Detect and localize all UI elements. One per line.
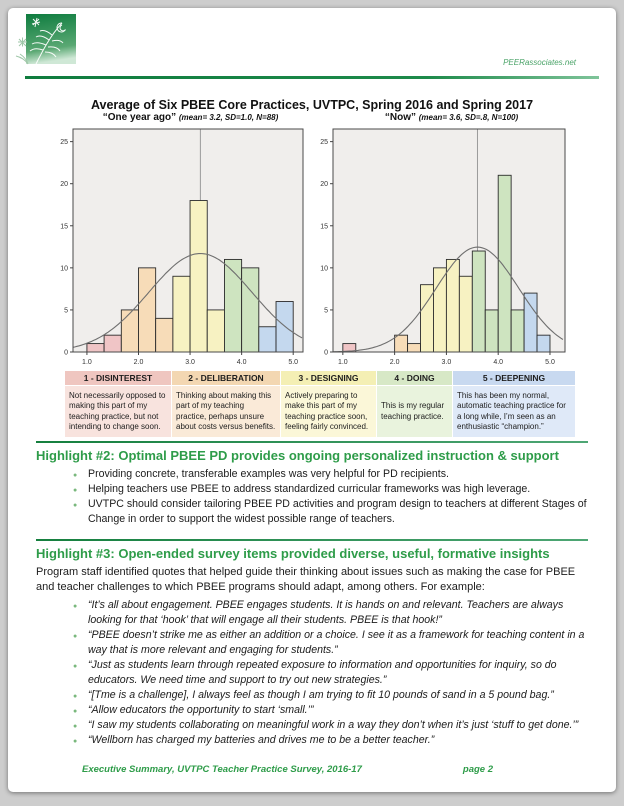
bullet-item: ● “It’s all about engagement. PBEE engages students. It is hands on and relevant. Teachers are always looking for that ‘hook’ that will engage all their students. PBEE is that hook!”: [72, 598, 588, 628]
fern-logo-icon: [12, 12, 82, 70]
svg-text:20: 20: [320, 181, 328, 189]
highlight3-heading: Highlight #3: Open-ended survey items provided diverse, useful, formative insights: [36, 546, 550, 561]
website-link[interactable]: PEERassociates.net: [503, 58, 576, 67]
svg-text:1.0: 1.0: [337, 359, 348, 366]
stage-desc-cell: Actively preparing to make this part of my teaching practice soon, feeling fairly convinced.: [281, 386, 377, 438]
chart-subtitle: [49, 112, 308, 126]
bullet-item: ● UVTPC should consider tailoring PBEE PD activities and program design to teachers at different Stages of Change in order to support the widest possible range of teachers.: [72, 497, 588, 527]
svg-text:10: 10: [320, 265, 328, 273]
bullet-item: ● “PBEE doesn’t strike me as either an addition or a choice. I see it as a framework for teaching content in a way that is more relevant and engaging for students.”: [72, 628, 588, 658]
stage-header-cell: 1 - DISINTEREST: [65, 371, 172, 386]
stages-header-row: [65, 371, 576, 386]
svg-text:3.0: 3.0: [185, 359, 195, 366]
svg-text:5: 5: [64, 307, 68, 315]
bullet-item: ● “I saw my students collaborating on meaningful work in a way they don’t when it’s just ‘stuff to get done.’”: [72, 718, 588, 733]
stage-header-cell: 4 - DOING: [377, 371, 453, 386]
stage-header-cell: 2 - DELIBERATION: [172, 371, 281, 386]
bullet-item: ● Helping teachers use PBEE to address standardized curricular frameworks was high leverage.: [72, 482, 588, 497]
svg-text:1.0: 1.0: [82, 359, 92, 366]
bullet-item: ● “Allow educators the opportunity to start ‘small.’”: [72, 703, 588, 718]
header-divider: [25, 76, 599, 79]
bullet-item: ● “Just as students learn through repeated exposure to information and opportunities for inquiry, so do educators. We need time and support to try out new strategies.”: [72, 658, 588, 688]
histogram-now: [309, 126, 570, 366]
stages-body-row: [65, 386, 576, 438]
chart-title-text: “One year ago”: [102, 112, 177, 123]
footer-page-number: page 2: [462, 764, 493, 775]
svg-text:5.0: 5.0: [545, 359, 555, 366]
stage-header-cell: 5 - DEEPENING: [453, 371, 576, 386]
footer-document-title: Executive Summary, UVTPC Teacher Practice Survey, 2016-17: [82, 764, 362, 775]
svg-text:0: 0: [64, 349, 68, 357]
bullet-item: ● Providing concrete, transferable examples was very helpful for PD recipients.: [72, 467, 588, 482]
svg-text:4.0: 4.0: [236, 359, 247, 366]
stage-desc-cell: Not necessarily opposed to making this part of my teaching practice, but not intending to change soon.: [65, 386, 172, 438]
svg-text:25: 25: [60, 139, 68, 147]
chart-subtitle: [309, 112, 570, 126]
svg-text:25: 25: [320, 139, 328, 147]
bullet-item: ● “Wellborn has charged my batteries and drives me to be a better teacher.”: [72, 733, 588, 748]
section-divider: [36, 441, 588, 443]
svg-text:20: 20: [60, 181, 68, 189]
svg-text:10: 10: [60, 265, 68, 273]
chart-one-year-ago: [49, 112, 308, 371]
stage-header-cell: 3 - DESIGNING: [281, 371, 377, 386]
bullet-item: ● “[Tme is a challenge], I always feel as though I am trying to fit 10 pounds of sand in a 5 pound bag.”: [72, 688, 588, 703]
svg-text:3.0: 3.0: [441, 359, 452, 366]
stages-table: [64, 370, 576, 438]
chart-stats-text: (mean= 3.6, SD=.8, N=100): [418, 113, 519, 122]
chart-stats-text: (mean= 3.2, SD=1.0, N=88): [178, 113, 279, 122]
chart-title-text: “Now”: [384, 112, 416, 123]
figure-title: Average of Six PBEE Core Practices, UVTPC, Spring 2016 and Spring 2017: [90, 98, 534, 112]
svg-text:2.0: 2.0: [133, 359, 144, 366]
svg-text:15: 15: [320, 223, 328, 231]
highlight3-intro: Program staff identified quotes that helped guide their thinking about issues such as making the case for PBEE and teacher challenges to which PBEE programs should adapt, among others. For example:: [36, 566, 576, 593]
svg-text:15: 15: [60, 223, 68, 231]
stage-desc-cell: Thinking about making this part of my teaching practice, perhaps unsure about costs versus benefits.: [172, 386, 281, 438]
highlight2-heading: Highlight #2: Optimal PBEE PD provides ongoing personalized instruction & support: [36, 448, 559, 463]
stage-desc-cell: This has been my normal, automatic teaching practice for a long while, I’m seen as an enthusiastic “champion.”: [453, 386, 576, 438]
peer-logo: [12, 12, 82, 70]
svg-text:5.0: 5.0: [288, 359, 299, 366]
report-page: [8, 8, 616, 792]
histogram-one-year-ago: [49, 126, 308, 366]
stage-desc-cell: This is my regular teaching practice.: [377, 386, 453, 438]
svg-text:0: 0: [324, 349, 328, 357]
section-divider: [36, 539, 588, 541]
svg-text:2.0: 2.0: [389, 359, 400, 366]
highlight3-quotes: [72, 598, 588, 748]
highlight2-bullets: [72, 467, 588, 527]
svg-text:5: 5: [324, 307, 328, 315]
svg-text:4.0: 4.0: [493, 359, 504, 366]
chart-now: [309, 112, 570, 371]
